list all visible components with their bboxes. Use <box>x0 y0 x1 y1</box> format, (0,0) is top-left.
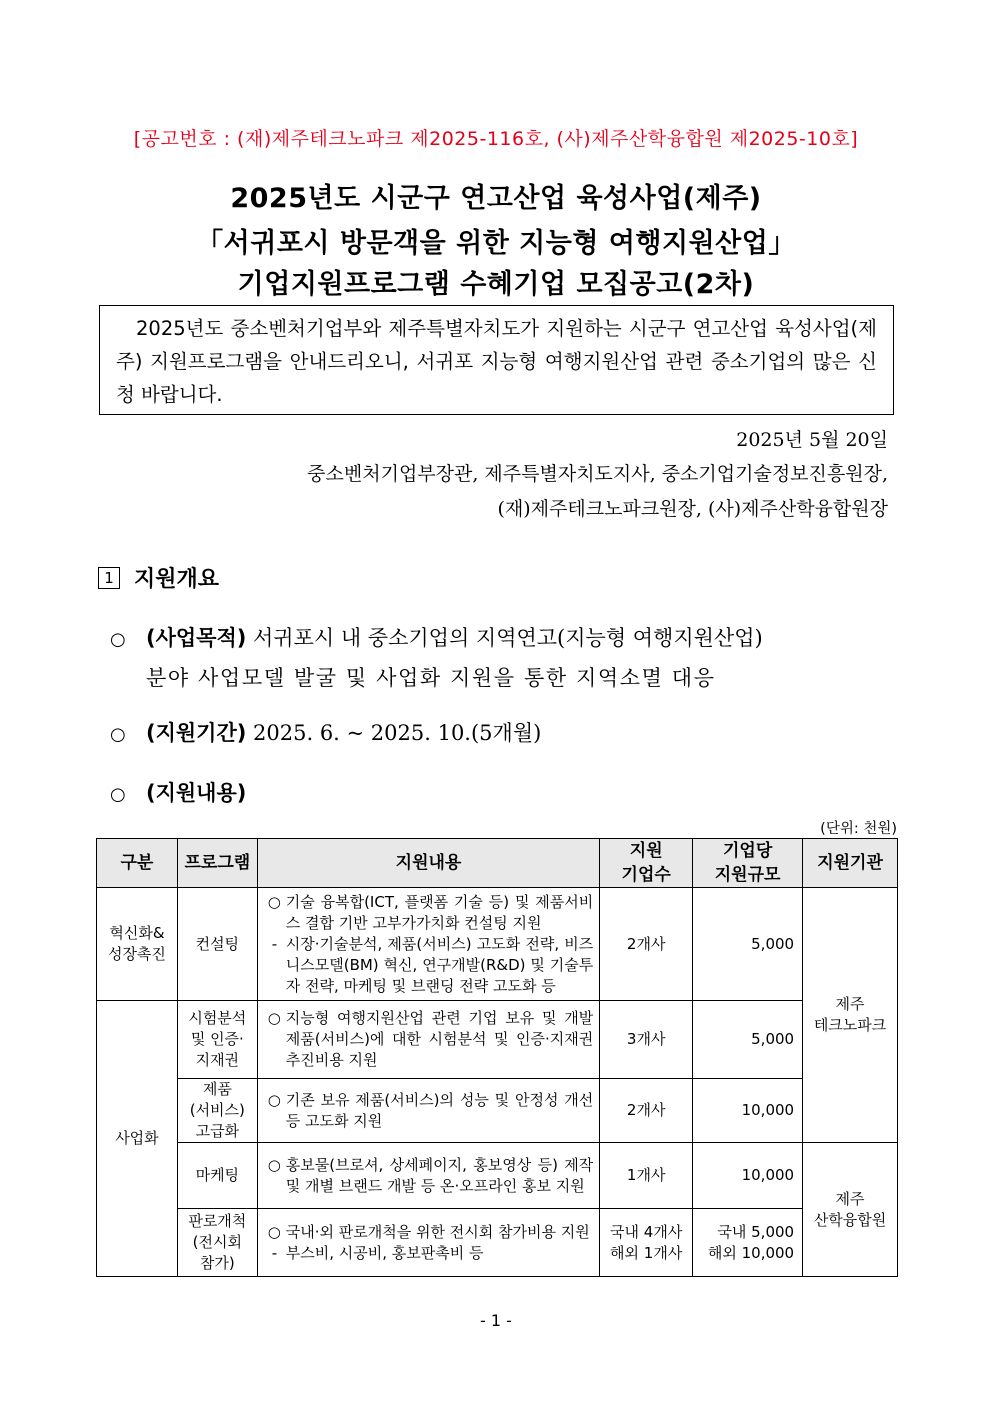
cell-scale: 5,000 <box>693 888 803 1001</box>
cell-content: ○ 지능형 여행지원산업 관련 기업 보유 및 개발 제품(서비스)에 대한 시험분석 및 인증·지재권 추진비용 지원 <box>257 1001 600 1079</box>
cell-content: ○ 국내·외 판로개척을 위한 전시회 참가비용 지원 - 부스비, 시공비, 홍보판촉비 등 <box>257 1209 600 1277</box>
period-text: 2025. 6. ~ 2025. 10.(5개월) <box>246 721 542 745</box>
cell-program: 제품 (서비스) 고급화 <box>177 1079 257 1143</box>
cell-count: 국내 4개사 해외 1개사 <box>600 1209 693 1277</box>
cell-agency-industry-convergence: 제주 산학융합원 <box>803 1143 898 1277</box>
cell-count: 3개사 <box>600 1001 693 1079</box>
cell-program: 마케팅 <box>177 1143 257 1209</box>
cell-program: 시험분석 및 인증· 지재권 <box>177 1001 257 1079</box>
table-row <box>97 1143 898 1209</box>
cell-content: ○ 기술 융복합(ICT, 플랫폼 기술 등) 및 제품서비스 결합 기반 고부가가치화 컨설팅 지원 - 시장·기술분석, 제품(서비스) 고도화 전략, 비즈니스모델(BM) 혁신, 연구개발(R&D) 및 기술투자 전략, 마케팅 및 브랜딩 전략 고도화 등 <box>257 888 600 1001</box>
issuer-line-1: 중소벤처기업부장관, 제주특별자치도지사, 중소기업기술정보진흥원장, <box>307 463 888 485</box>
cell-agency-technopark: 제주 테크노파크 <box>803 888 898 1143</box>
content-label: (지원내용) <box>146 781 247 805</box>
support-table <box>96 838 898 1277</box>
header-program: 프로그램 <box>177 839 257 888</box>
cell-count: 2개사 <box>600 888 693 1001</box>
cell-scale: 10,000 <box>693 1143 803 1209</box>
title-line-2: 「서귀포시 방문객을 위한 지능형 여행지원산업」 <box>196 228 796 259</box>
title-line-1: 2025년도 시군구 연고산업 육성사업(제주) <box>230 183 762 214</box>
table-row <box>97 1079 898 1143</box>
cell-count: 1개사 <box>600 1143 693 1209</box>
header-category: 구분 <box>97 839 178 888</box>
bullet-purpose <box>110 618 763 660</box>
table-header-row <box>97 839 898 888</box>
table-row <box>97 1209 898 1277</box>
section-title: 지원개요 <box>134 567 220 592</box>
table-row <box>97 1001 898 1079</box>
header-count: 지원 기업수 <box>600 839 693 888</box>
bullet-content <box>110 773 246 815</box>
cell-category: 혁신화& 성장촉진 <box>97 888 178 1001</box>
bullet-mark: ○ <box>110 629 126 650</box>
cell-program: 컨설팅 <box>177 888 257 1001</box>
cell-content: ○ 홍보물(브로셔, 상세페이지, 홍보영상 등) 제작 및 개별 브랜드 개발 등 온·오프라인 홍보 지원 <box>257 1143 600 1209</box>
title-line-3: 기업지원프로그램 수혜기업 모집공고(2차) <box>237 269 755 300</box>
intro-text: 2025년도 중소벤처기업부와 제주특별자치도가 지원하는 시군구 연고산업 육성사업(제주) 지원프로그램을 안내드리오니, 서귀포 지능형 여행지원산업 관련 중소기업의 많은 신청 바랍니다. <box>116 317 877 406</box>
bullet-mark: ○ <box>110 724 126 745</box>
notice-number: [공고번호 : (재)제주테크노파크 제2025-116호, (사)제주산학융합원 제2025-10호] <box>133 128 859 150</box>
cell-category-biz: 사업화 <box>97 1001 178 1277</box>
cell-program: 판로개척 (전시회 참가) <box>177 1209 257 1277</box>
table-row <box>97 888 898 1001</box>
section-heading <box>98 562 219 593</box>
unit-note: (단위: 천원) <box>820 821 897 837</box>
announcement-date: 2025년 5월 20일 <box>736 429 888 451</box>
cell-scale: 5,000 <box>693 1001 803 1079</box>
purpose-label: (사업목적) <box>146 626 247 650</box>
cell-count: 2개사 <box>600 1079 693 1143</box>
page-number: - 1 - <box>480 1311 512 1330</box>
purpose-text: 서귀포시 내 중소기업의 지역연고(지능형 여행지원산업) <box>246 626 763 650</box>
period-label: (지원기간) <box>146 721 247 745</box>
cell-scale: 10,000 <box>693 1079 803 1143</box>
cell-content: ○ 기존 보유 제품(서비스)의 성능 및 안정성 개선 등 고도화 지원 <box>257 1079 600 1143</box>
header-scale: 기업당 지원규모 <box>693 839 803 888</box>
issuer-line-2: (재)제주테크노파크원장, (사)제주산학융합원장 <box>497 498 888 520</box>
purpose-text-continued: 분야 사업모델 발굴 및 사업화 지원을 통한 지역소멸 대응 <box>146 666 716 690</box>
header-content: 지원내용 <box>257 839 600 888</box>
bullet-mark: ○ <box>110 784 126 805</box>
intro-box <box>99 305 894 415</box>
header-agency: 지원기관 <box>803 839 898 888</box>
section-number: 1 <box>98 567 120 589</box>
bullet-period <box>110 713 541 755</box>
cell-scale: 국내 5,000 해외 10,000 <box>693 1209 803 1277</box>
